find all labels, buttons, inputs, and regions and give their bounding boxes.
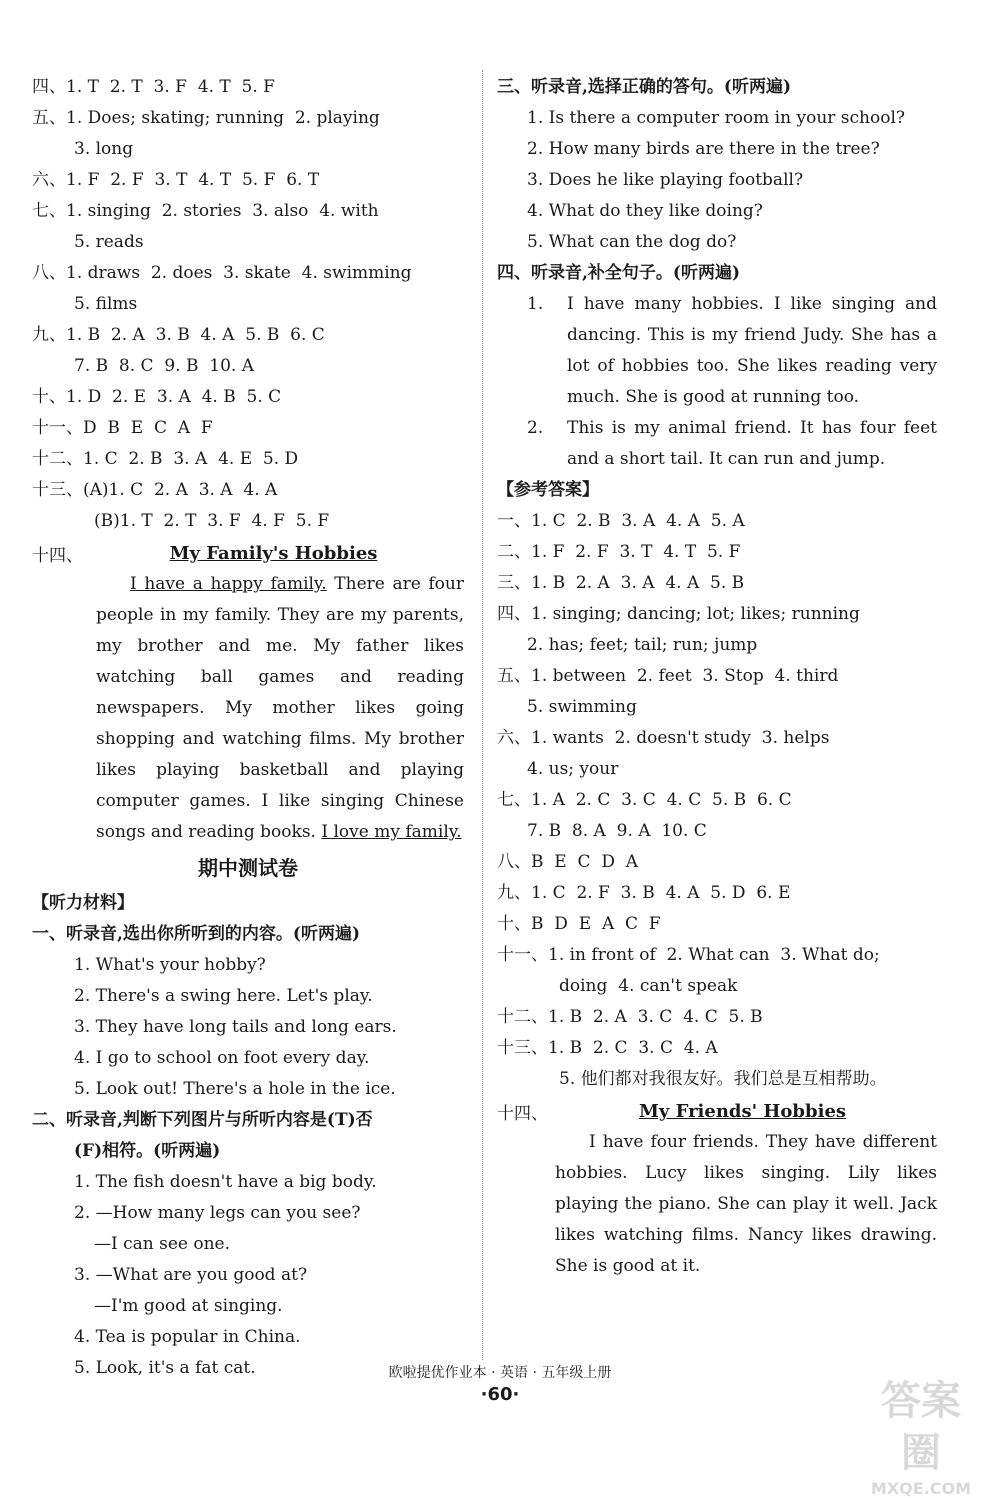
- answer-line: 六、1. F 2. F 3. T 4. T 5. F 6. T: [32, 170, 320, 190]
- listening-line: —I can see one.: [94, 1234, 231, 1254]
- answer-lines: [497, 506, 937, 1095]
- answer-line: 四、1. T 2. T 3. F 4. T 5. F: [32, 77, 275, 97]
- paragraph-number: 2.: [527, 418, 544, 438]
- answer-line: 2. has; feet; tail; run; jump: [527, 635, 758, 655]
- answer-line: 五、1. between 2. feet 3. Stop 4. third: [497, 666, 839, 686]
- listening-line: 5. Look out! There's a hole in the ice.: [74, 1079, 396, 1099]
- answer-line: 九、1. C 2. F 3. B 4. A 5. D 6. E: [497, 883, 791, 903]
- answer-line: 三、1. B 2. A 3. A 4. A 5. B: [497, 573, 745, 593]
- answer-line: 五、1. Does; skating; running 2. playing: [32, 108, 380, 128]
- midterm-heading: 期中测试卷: [198, 856, 298, 880]
- answer-line: 十、B D E A C F: [497, 914, 661, 934]
- answer-line: 七、1. singing 2. stories 3. also 4. with: [32, 201, 379, 221]
- answer-line: 七、1. A 2. C 3. C 4. C 5. B 6. C: [497, 790, 792, 810]
- page-number: ·60·: [480, 1384, 520, 1405]
- essay-body-left: [32, 569, 464, 848]
- listening-line: 3. They have long tails and long ears.: [74, 1017, 397, 1037]
- essay-label: 十四、: [497, 1103, 548, 1124]
- footer-book-title: 欧啦提优作业本 · 英语 · 五年级上册: [388, 1365, 612, 1381]
- answer-line: 十三、1. B 2. C 3. C 4. A: [497, 1038, 718, 1058]
- answers-heading: 【参考答案】: [497, 480, 599, 500]
- listening-line: 5. Look, it's a fat cat.: [74, 1358, 256, 1378]
- listening-line: 4. Tea is popular in China.: [74, 1327, 301, 1347]
- listening-line: (F)相符。(听两遍): [74, 1141, 221, 1161]
- listening-line: 1. Is there a computer room in your school?: [527, 108, 906, 128]
- answer-line: 7. B 8. C 9. B 10. A: [74, 356, 255, 376]
- answer-line: 十一、D B E C A F: [32, 418, 213, 438]
- essay-title: My Family's Hobbies: [169, 542, 378, 564]
- listening-line: 2. How many birds are there in the tree?: [527, 139, 880, 159]
- answer-line: 十二、1. B 2. A 3. C 4. C 5. B: [497, 1007, 763, 1027]
- listening-line: —I'm good at singing.: [94, 1296, 283, 1316]
- answer-line: 十二、1. C 2. B 3. A 4. E 5. D: [32, 449, 299, 469]
- listening-line: 2. —How many legs can you see?: [74, 1203, 361, 1223]
- answer-line: 四、1. singing; dancing; lot; likes; running: [497, 604, 860, 624]
- column-divider: [482, 70, 483, 1360]
- answer-line: 7. B 8. A 9. A 10. C: [527, 821, 707, 841]
- answer-line: 5. 他们都对我很友好。我们总是互相帮助。: [559, 1069, 887, 1089]
- listening-line: 3. Does he like playing football?: [527, 170, 804, 190]
- listening-line: 3. —What are you good at?: [74, 1265, 308, 1285]
- listening-line: 三、听录音,选择正确的答句。(听两遍): [497, 77, 792, 97]
- essay-title-row-left: [32, 537, 464, 569]
- watermark-logo-text: 答案圈: [881, 1378, 961, 1476]
- answer-line: 3. long: [74, 139, 134, 159]
- answer-line: 5. films: [74, 294, 138, 314]
- answer-line: 二、1. F 2. F 3. T 4. T 5. F: [497, 542, 741, 562]
- answer-line: 一、1. C 2. B 3. A 4. A 5. A: [497, 511, 745, 531]
- answer-line: 4. us; your: [527, 759, 619, 779]
- answer-line: 九、1. B 2. A 3. B 4. A 5. B 6. C: [32, 325, 325, 345]
- listening-line: 二、听录音,判断下列图片与所听内容是(T)否: [32, 1110, 373, 1130]
- paragraph-number: 1.: [527, 294, 544, 314]
- answer-line: 十、1. D 2. E 3. A 4. B 5. C: [32, 387, 282, 407]
- answer-line: 5. swimming: [527, 697, 637, 717]
- listening-line: 4. What do they like doing?: [527, 201, 763, 221]
- answer-line: 六、1. wants 2. doesn't study 3. helps: [497, 728, 830, 748]
- listening-lines: [32, 919, 464, 1384]
- essay-underlined-end: I love my family.: [321, 822, 462, 842]
- essay-title: My Friends' Hobbies: [638, 1100, 847, 1122]
- answer-line: 十三、(A)1. C 2. A 3. A 4. A: [32, 480, 278, 500]
- left-column: [32, 72, 464, 1384]
- right-listening-lines: [497, 72, 937, 289]
- essay-body-text: There are four people in my family. They are my parents, my brother and me. My father likes watching ball games and reading newspapers. My mother likes going shopping and watching films. My brother likes playing basketball and playing computer games. I like singing Chinese songs and reading books.: [96, 574, 464, 842]
- listening-line: 4. I go to school on foot every day.: [74, 1048, 370, 1068]
- dictation-paragraph-2: [497, 413, 937, 475]
- answer-line: 八、B E C D A: [497, 852, 639, 872]
- listening-line: 四、听录音,补全句子。(听两遍): [497, 263, 741, 283]
- answer-line: (B)1. T 2. T 3. F 4. F 5. F: [94, 511, 330, 531]
- listening-heading: 【听力材料】: [32, 893, 134, 913]
- listening-line: 2. There's a swing here. Let's play.: [74, 986, 373, 1006]
- essay-title-row-right: [497, 1095, 937, 1127]
- listening-line: 1. The fish doesn't have a big body.: [74, 1172, 377, 1192]
- left-answer-lines: [32, 72, 464, 537]
- essay-body-right: I have four friends. They have different hobbies. Lucy likes singing. Lily likes playing the piano. She can play it well. Jack likes watching films. Nancy likes drawing. She is good at it.: [555, 1132, 937, 1276]
- dictation-paragraph-1: [497, 289, 937, 413]
- essay-underlined-start: I have a happy family.: [130, 574, 327, 594]
- watermark-url: MXQE.COM: [870, 1479, 972, 1498]
- listening-line: 5. What can the dog do?: [527, 232, 737, 252]
- listening-line: 1. What's your hobby?: [74, 955, 266, 975]
- right-column: [497, 72, 937, 1282]
- answer-line: doing 4. can't speak: [559, 976, 738, 996]
- answer-line: 八、1. draws 2. does 3. skate 4. swimming: [32, 263, 412, 283]
- listening-line: 一、听录音,选出你所听到的内容。(听两遍): [32, 924, 361, 944]
- paragraph-text: I have many hobbies. I like singing and dancing. This is my friend Judy. She has a lot of hobbies too. She likes reading very much. She is good at running too.: [567, 294, 937, 407]
- answer-line: 十一、1. in front of 2. What can 3. What do;: [497, 945, 880, 965]
- essay-label: 十四、: [32, 545, 83, 566]
- paragraph-text: This is my animal friend. It has four feet and a short tail. It can run and jump.: [567, 418, 937, 469]
- watermark-logo: [866, 1375, 976, 1498]
- answer-line: 5. reads: [74, 232, 144, 252]
